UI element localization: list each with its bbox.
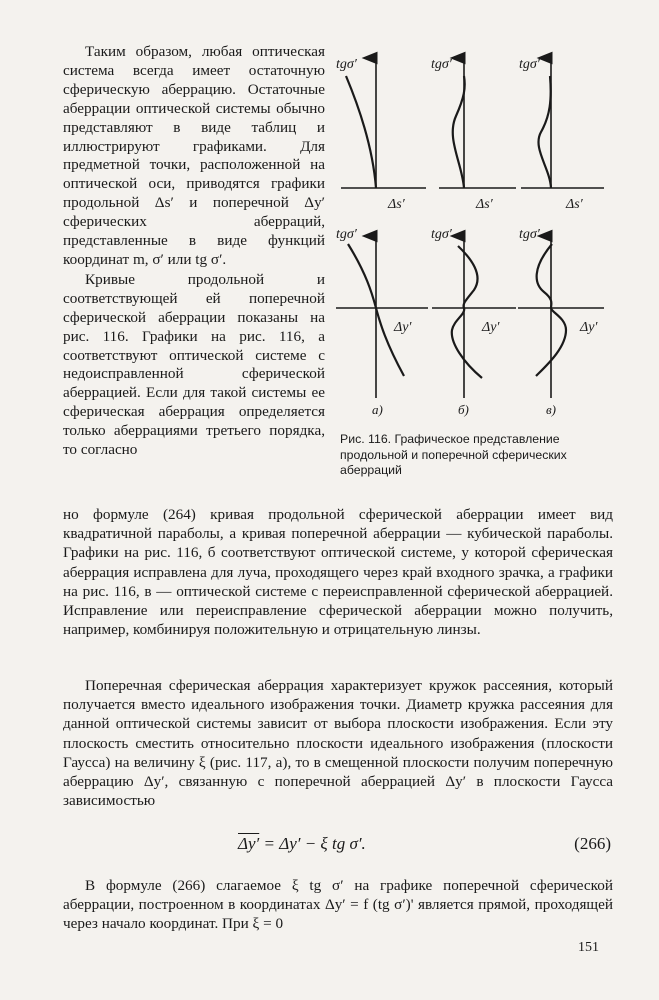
axis-label-tgsigma-c-top: tgσ′ <box>519 57 540 72</box>
formula-number: (266) <box>574 834 611 853</box>
full-width-text-3 <box>63 876 613 934</box>
axis-label-tgsigma-a-top: tgσ′ <box>336 57 357 72</box>
paragraph-scatter-circle: Поперечная сферическая аберрация характеризует кружок рассеяния, который получается вместо идеального изображения точки. Диаметр кружка рассеяния для данной оптической системы зависит от выбора плоскости изображения. Если эту плоскость сместить относительно плоскости идеального изображения (плоскости Гаусса) на величину ξ (рис. 117, а), то в смещенной плоскости получим поперечную аберрацию Δy′, связанную с поперечной аберрацией Δy′ в плоскости Гаусса зависимостью <box>63 677 613 810</box>
figure-116-graphs <box>336 48 626 428</box>
axis-label-ds-b: Δs′ <box>476 197 493 212</box>
left-column-text <box>63 43 325 460</box>
axis-label-tgsigma-c-bottom: tgσ′ <box>519 227 540 242</box>
panel-label-a: а) <box>372 402 383 417</box>
graph-b-longitudinal <box>439 58 516 188</box>
figure-116 <box>336 48 626 428</box>
graph-c-longitudinal <box>521 58 604 188</box>
axis-label-dy-b: Δy′ <box>482 320 500 335</box>
full-width-text-2 <box>63 676 613 810</box>
axis-label-tgsigma-a-bottom: tgσ′ <box>336 227 357 242</box>
figure-caption: Рис. 116. Графическое представление продольной и поперечной сферических аберраций <box>340 432 567 477</box>
axis-label-tgsigma-b-bottom: tgσ′ <box>431 227 452 242</box>
paragraph-curves: Кривые продольной и соответствующей ей поперечной сферической аберрации показаны на рис. 116. Графики на рис. 116, а соответствуют оптической системе с недоисправленной сферической аберрацией. Если для такой системы ее сферическая аберрация определяется только аберрациями третьего порядка, то согласно <box>63 270 325 459</box>
graph-a-longitudinal <box>341 58 426 188</box>
graph-a-transverse <box>336 236 428 398</box>
axis-label-ds-a: Δs′ <box>388 197 405 212</box>
panel-label-b: б) <box>458 402 469 417</box>
formula-rhs: = Δy′ − ξ tg σ′. <box>259 834 366 853</box>
formula-lhs: Δy′ <box>238 834 260 853</box>
graph-c-transverse <box>518 236 604 398</box>
paragraph-intro: Таким образом, любая оптическая система всегда имеет остаточную сферическую аберрацию. Остаточные аберрации оптической системы обычно представляют в виде таблиц и иллюстрируют графиками. Для предметной точки, расположенной на оптической оси, приводятся графики продольной Δs′ и поперечной Δy′ сферических аберраций, представленные в виде функций координат m, σ′ или tg σ′. <box>63 43 325 268</box>
paragraph-parabola: но формуле (264) кривая продольной сферической аберрации имеет вид квадратичной параболы, а кривая поперечной аберрации — кубической параболы. Графики на рис. 116, б соответствуют оптической системе, у которой сферическая аберрация исправлена для луча, проходящего через край входного зрачка, а графики на рис. 116, в — оптической системе с переисправленной сферической аберрацией. Исправление или переисправление сферической аберрации можно получить, например, комбинируя положительную и отрицательную линзы. <box>63 506 613 639</box>
axis-label-dy-a: Δy′ <box>394 320 412 335</box>
paragraph-formula-term: В формуле (266) слагаемое ξ tg σ′ на графике поперечной сферической аберрации, построенном в координатах Δy′ = f (tg σ′)' является прямой, проходящей через начало координат. При ξ = 0 <box>63 877 613 933</box>
graph-b-transverse <box>432 236 516 398</box>
axis-label-tgsigma-b-top: tgσ′ <box>431 57 452 72</box>
axis-label-dy-c: Δy′ <box>580 320 598 335</box>
axis-label-ds-c: Δs′ <box>566 197 583 212</box>
page-number: 151 <box>578 940 599 955</box>
panel-label-c: в) <box>546 402 556 417</box>
formula-expression <box>238 834 366 854</box>
formula-266 <box>63 834 613 860</box>
full-width-text-1 <box>63 505 613 639</box>
